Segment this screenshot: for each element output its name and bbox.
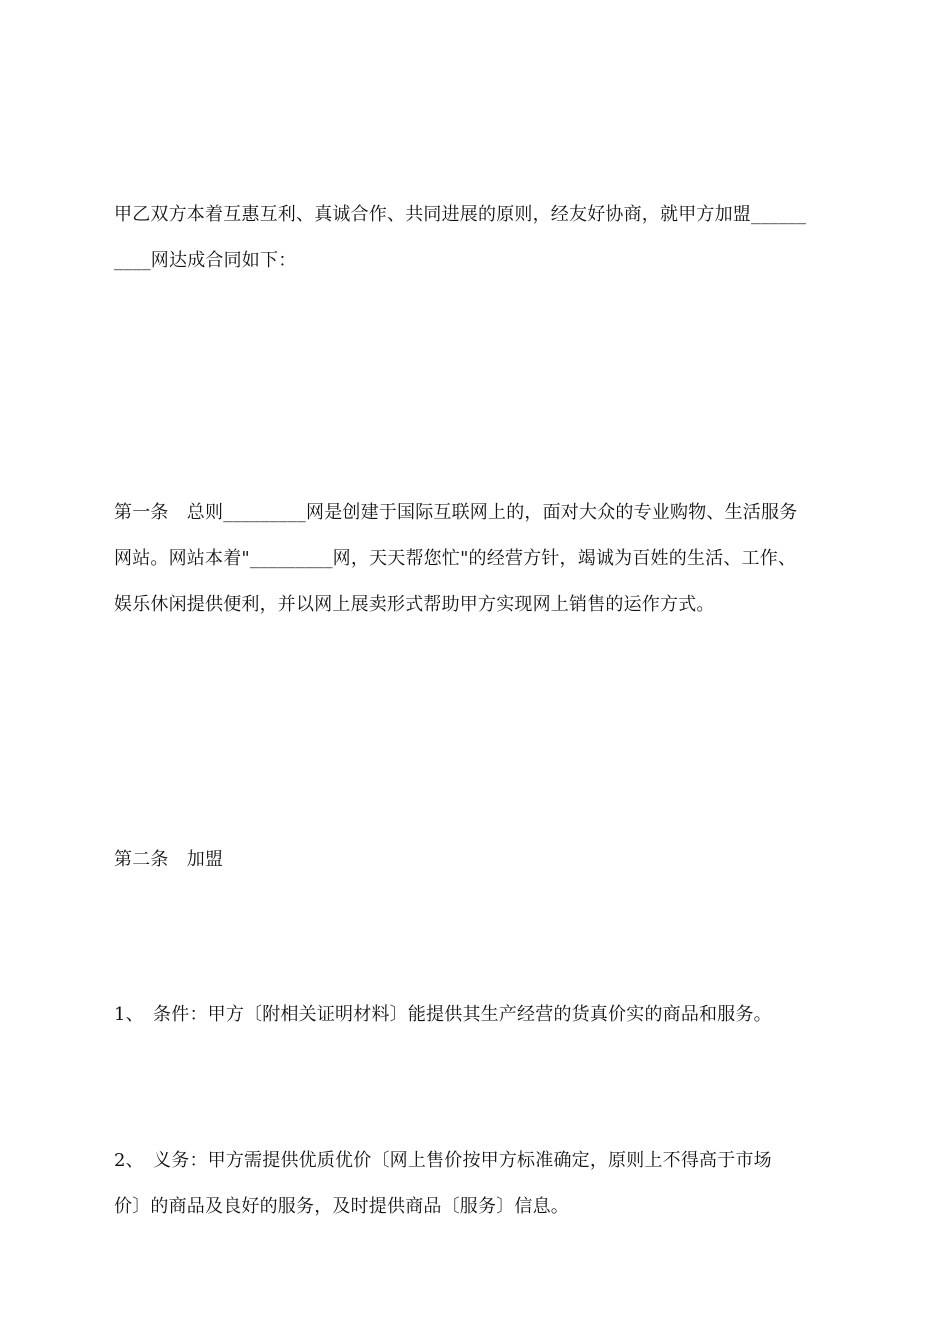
item-2-paragraph <box>114 1138 844 1230</box>
article-2-heading <box>114 837 844 883</box>
item-1-paragraph <box>114 992 844 1038</box>
intro-paragraph <box>114 192 844 284</box>
article-1-paragraph <box>114 490 844 628</box>
article-1-line-2: 网站。网站本着"_________网，天天帮您忙"的经营方针，竭诚为百姓的生活、工作、 <box>114 548 797 569</box>
item-1-line-1: 1、 条件：甲方〔附相关证明材料〕能提供其生产经营的货真价实的商品和服务。 <box>114 1004 772 1025</box>
article-1-line-1: 第一条 总则_________网是创建于国际互联网上的，面对大众的专业购物、生活服务 <box>114 502 798 523</box>
intro-line-2: ____网达成合同如下： <box>114 250 297 271</box>
item-2-line-2: 价〕的商品及良好的服务，及时提供商品〔服务〕信息。 <box>114 1196 569 1217</box>
article-1-line-3: 娱乐休闲提供便利，并以网上展卖形式帮助甲方实现网上销售的运作方式。 <box>114 594 715 615</box>
intro-line-1: 甲乙双方本着互惠互利、真诚合作、共同进展的原则，经友好协商，就甲方加盟______ <box>114 204 807 225</box>
article-2-heading-text: 第二条 加盟 <box>114 849 224 870</box>
item-2-line-1: 2、 义务：甲方需提供优质优价〔网上售价按甲方标准确定，原则上不得高于市场 <box>114 1150 772 1171</box>
